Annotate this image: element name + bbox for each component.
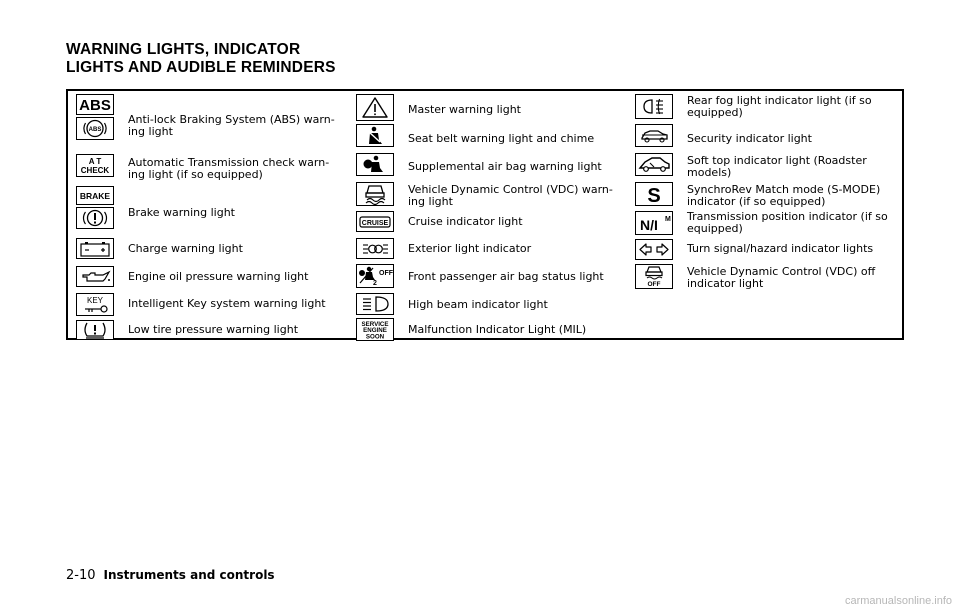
watermark: carmanualsonline.info [844,595,952,607]
soft-top-label-line1: Soft top indicator light (Roadster [687,154,867,167]
high-beam-label: High beam indicator light [408,298,548,311]
svg-text:SOON: SOON [365,333,385,340]
abs-icon [76,94,114,115]
abs-warning-label-line2: ing light [128,124,173,138]
key-icon [76,293,114,316]
passenger-airbag-label: Front passenger air bag status light [408,270,604,283]
svg-text:ENGINE: ENGINE [363,327,387,334]
vdc-label-line2: ing light [408,194,453,208]
cruise-label: Cruise indicator light [408,215,523,228]
turn-signal-label: Turn signal/hazard indicator lights [687,242,874,255]
soft-top-label-line2: models) [687,165,732,179]
vdc-icon [356,182,394,206]
vdc-off-label-line2: indicator light [687,276,764,290]
charge-warning-label: Charge warning light [128,242,243,255]
exterior-light-label: Exterior light indicator [408,242,532,255]
svg-text:OFF: OFF [379,270,393,277]
oil-pressure-label: Engine oil pressure warning light [128,270,309,283]
section-name: Instruments and controls [103,568,275,582]
seat-belt-label: Seat belt warning light and chime [408,132,595,145]
vdc-label-line1: Vehicle Dynamic Control (VDC) warn- [408,183,613,196]
air-bag-icon [356,153,394,176]
svg-text:OFF: OFF [647,281,661,288]
svg-text:2: 2 [373,280,377,287]
mil-label: Malfunction Indicator Light (MIL) [408,323,587,336]
abs-circle-icon [76,117,114,140]
transmission-position-icon [635,211,673,235]
warning-lights-table [66,89,904,340]
transmission-position-label-line2: equipped) [687,221,743,235]
vdc-off-icon [635,264,673,289]
page-title [66,41,336,77]
s-mode-label-line2: indicator (if so equipped) [687,194,826,208]
rear-fog-icon [635,94,673,119]
low-tire-label: Low tire pressure warning light [128,323,299,336]
high-beam-icon [356,293,394,315]
svg-text:CRUISE: CRUISE [361,220,389,227]
brake-text-icon [76,186,114,205]
exterior-light-icon [356,238,394,259]
abs-warning-label-line1: Anti-lock Braking System (ABS) warn- [128,113,335,126]
security-label: Security indicator light [687,132,812,145]
svg-text:CHECK: CHECK [80,166,110,175]
svg-text:S: S [647,185,661,205]
svg-text:N/I: N/I [640,217,658,233]
svg-text:A T: A T [88,157,102,166]
svg-text:KEY: KEY [86,296,104,305]
page-footer [66,568,275,583]
at-check-label-line1: Automatic Transmission check warn- [128,156,330,169]
svg-text:ABS: ABS [88,127,102,133]
brake-circle-icon [76,207,114,229]
soft-top-icon [635,153,673,176]
turn-signal-icon [635,239,673,260]
battery-icon [76,238,114,259]
svg-text:ABS: ABS [79,97,111,114]
service-engine-soon-icon [356,318,394,341]
oil-can-icon [76,266,114,287]
tire-pressure-icon [76,320,114,340]
svg-text:BRAKE: BRAKE [79,191,111,201]
page-title-line1: WARNING LIGHTS, INDICATOR [66,41,301,58]
master-warning-icon [356,94,394,121]
brake-warning-label: Brake warning light [128,206,235,219]
at-check-icon [76,154,114,177]
intelligent-key-label: Intelligent Key system warning light [128,297,326,310]
seat-belt-icon [356,124,394,147]
svg-text:SERVICE: SERVICE [361,321,389,328]
cruise-icon [356,211,394,232]
s-mode-icon [635,182,673,206]
air-bag-label: Supplemental air bag warning light [408,160,602,173]
at-check-label-line2: ing light (if so equipped) [128,167,263,181]
svg-text:M: M [665,216,671,223]
transmission-position-label-line1: Transmission position indicator (if so [687,210,888,223]
page-title-line2: LIGHTS AND AUDIBLE REMINDERS [66,59,336,76]
vdc-off-label-line1: Vehicle Dynamic Control (VDC) off [687,265,876,278]
page-number: 2-10 [66,568,96,583]
s-mode-label-line1: SynchroRev Match mode (S-MODE) [687,183,881,196]
passenger-airbag-off-icon [356,264,394,288]
rear-fog-label-line2: equipped) [687,105,743,119]
rear-fog-label-line1: Rear fog light indicator light (if so [687,94,872,107]
master-warning-label: Master warning light [408,103,521,116]
security-icon [635,124,673,147]
